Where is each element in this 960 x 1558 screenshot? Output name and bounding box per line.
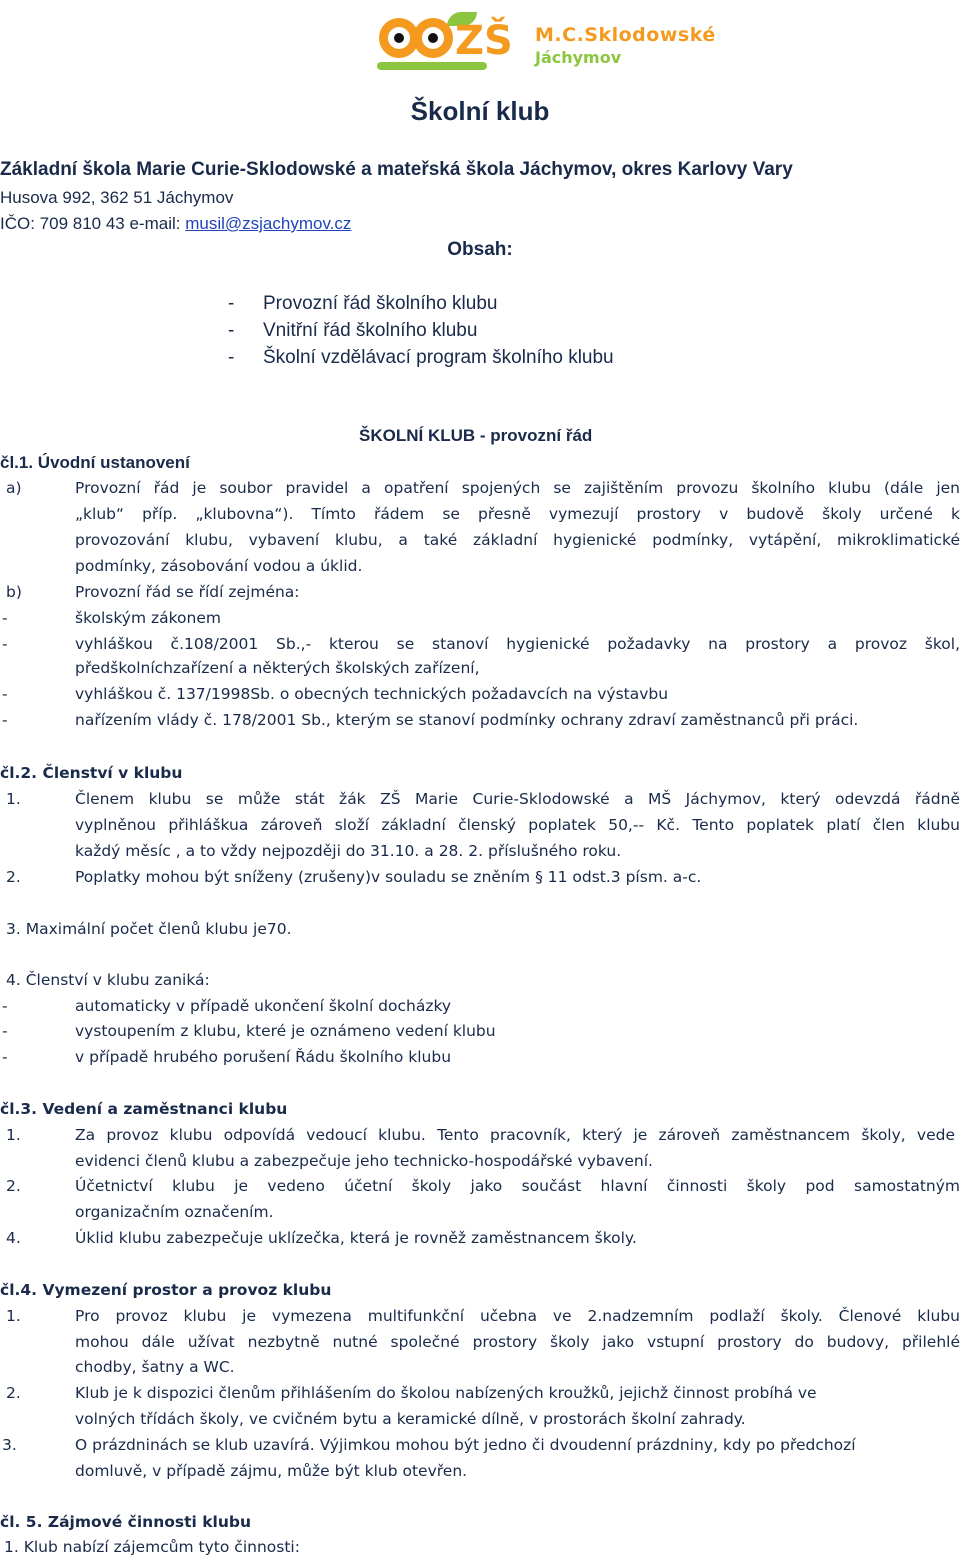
item-marker: 2. [6,1177,21,1195]
item-marker: 3. [2,1436,17,1454]
list-dash: - [2,1048,8,1066]
article-1-a-line: provozování klubu, vybavení klubu, a také základní hygienické podmínky, vytápění, mikroklimatické [75,531,960,549]
school-address: Husova 992, 362 51 Jáchymov [0,188,234,207]
article-2-membership-end: 4. Členství v klubu zaniká: [6,971,210,989]
ico-label: IČO: 709 810 43 e-mail: [0,214,186,233]
contents-item: Školní vzdělávací program školního klubu [263,347,614,368]
item-marker: 1. [6,1126,21,1144]
list-item: vystoupením z klubu, které je oznámeno vedení klubu [75,1022,496,1040]
school-logo [377,12,716,76]
contents-item: Provozní řád školního klubu [263,293,498,314]
section-title: ŠKOLNÍ KLUB - provozní řád [359,426,593,445]
list-dash: - [2,609,8,627]
article-3-line: organizačním označením. [75,1203,274,1221]
item-marker: 4. [6,1229,21,1247]
list-dash: - [2,635,8,653]
contents-heading: Obsah: [447,239,513,260]
article-2-line: Poplatky mohou být sníženy (zrušeny)v souladu se zněním § 11 odst.3 písm. a-c. [75,868,702,886]
article-2-line: Členem klubu se může stát žák ZŠ Marie Curie-Sklodowské a MŠ Jáchymov, který odevzdá řádně [75,790,960,808]
list-item: v případě hrubého porušení Řádu školního klubu [75,1048,452,1066]
article-5-heading: čl. 5. Zájmové činnosti klubu [0,1513,252,1531]
item-marker: a) [6,479,22,497]
article-1-b-text: Provozní řád se řídí zejména: [75,583,300,601]
article-4-heading: čl.4. Vymezení prostor a provoz klubu [0,1281,332,1299]
list-item: předškolníchzařízení a některých školských zařízení, [75,659,480,677]
contents-dash: - [228,320,235,341]
article-1-heading: čl.1. Úvodní ustanovení [0,453,190,472]
school-contact [0,213,351,235]
contents-dash: - [228,293,235,314]
article-4-line: chodby, šatny a WC. [75,1358,235,1376]
logo-mark: ZŠ [455,18,513,64]
article-2-line: každý měsíc , a to vždy nejpozději do 31.10. a 28. 2. příslušného roku. [75,842,622,860]
item-marker: 1. [6,1307,21,1325]
article-2-max-members: 3. Maximální počet členů klubu je70. [6,920,292,938]
article-5-line: 1. Klub nabízí zájemcům tyto činnosti: [4,1538,300,1556]
list-dash: - [2,711,8,729]
article-1-a-line: „klub“ příp. „klubovna“). Tímto řádem se přesně vymezují prostory v budově školy určené k [75,505,960,523]
article-1-a-line: podmínky, zásobování vodou a úklid. [75,557,363,575]
list-item: nařízením vlády č. 178/2001 Sb., kterým se stanoví podmínky ochrany zdraví zaměstnanců při práci. [75,711,859,729]
article-3-heading: čl.3. Vedení a zaměstnanci klubu [0,1100,288,1118]
item-marker: 2. [6,1384,21,1402]
article-3-line: Za provoz klubu odpovídá vedoucí klubu. Tento pracovník, který je zároveň zaměstnancem školy, vede [75,1126,955,1144]
article-4-line: Klub je k dispozici členům přihlášením do školou nabízených kroužků, jejichž činnost probíhá ve [75,1384,817,1402]
article-3-line: evidenci členů klubu a zabezpečuje jeho technicko-hospodářské vybavení. [75,1152,653,1170]
list-dash: - [2,997,8,1015]
owl-eyes-icon [413,18,453,58]
article-4-line: Pro provoz klubu je vymezena multifunkční učebna ve 2.nadzemním podlaží školy. Členové klubu [75,1307,960,1325]
contents-dash: - [228,347,235,368]
article-4-line: volných třídách školy, ve cvičném bytu a keramické dílně, v prostorách školní zahrady. [75,1410,746,1428]
article-4-line: domluvě, v případě zájmu, může být klub otevřen. [75,1462,468,1480]
page-title: Školní klub [410,96,550,126]
email-link[interactable]: musil@zsjachymov.cz [185,214,352,233]
list-item: automaticky v případě ukončení školní docházky [75,997,452,1015]
article-1-a-line: Provozní řád je soubor pravidel a opatření spojených se zajištěním provozu školního klubu (dále jen [75,479,960,497]
article-3-line: Účetnictví klubu je vedeno účetní školy jako součást hlavní činnosti školy pod samostatným [75,1177,960,1195]
contents-item: Vnitřní řád školního klubu [263,320,478,341]
article-4-line: O prázdninách se klub uzavírá. Výjimkou mohou být jedno či dvoudenní prázdniny, kdy po předchozí [75,1436,856,1454]
list-item: vyhláškou č.108/2001 Sb.,- kterou se stanoví hygienické požadavky na prostory a provoz škol, [75,635,960,653]
article-4-line: mohou dále užívat nezbytně nutné společné prostory školy jako vstupní prostory do budovy, přilehlé [75,1333,960,1351]
article-2-line: vyplněnou přihláškua zároveň složí základní členský poplatek 50,-- Kč. Tento poplatek platí člen klubu [75,816,960,834]
logo-town: Jáchymov [535,48,622,67]
logo-school-name: M.C.Sklodowské [535,24,716,46]
item-marker: 1. [6,790,21,808]
article-2-heading: čl.2. Členství v klubu [0,764,183,782]
list-item: vyhláškou č. 137/1998Sb. o obecných technických požadavcích na výstavbu [75,685,669,703]
list-dash: - [2,685,8,703]
item-marker: 2. [6,868,21,886]
list-dash: - [2,1022,8,1040]
list-item: školským zákonem [75,609,221,627]
item-marker: b) [6,583,22,601]
article-3-line: Úklid klubu zabezpečuje uklízečka, která je rovněž zaměstnancem školy. [75,1229,637,1247]
school-name: Základní škola Marie Curie-Sklodowské a mateřská škola Jáchymov, okres Karlovy Vary [0,159,793,180]
